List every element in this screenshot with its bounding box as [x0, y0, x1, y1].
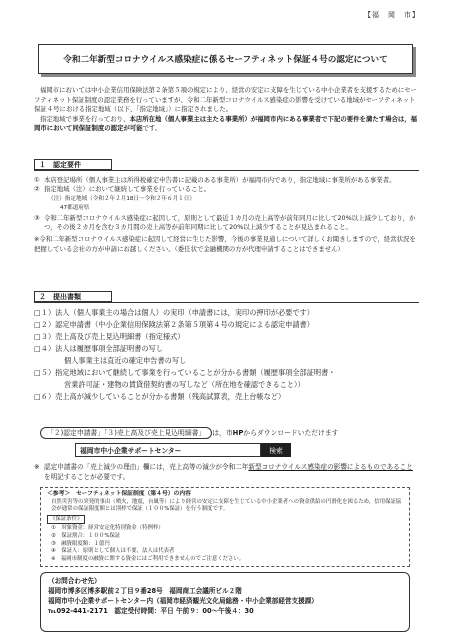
contact-office: 福岡市中小企業サポートセンター内（福岡市経済観光文化局総務・中小企業部経営支援課） [48, 597, 318, 605]
requirement-sub-note: 47都道府県 [60, 205, 90, 212]
search-input[interactable]: 福岡市中小企業サポートセンター [75, 443, 261, 457]
documents-list [34, 307, 424, 403]
document-item-continued: 個人事業主は直近の確定申告書の写し [64, 356, 187, 365]
intro-paragraph-2 [34, 115, 419, 134]
page-title-text: 令和二年新型コロナウイルス感染症に係るセーフティネット保証４号の認定について [63, 55, 388, 65]
search-box [75, 443, 291, 457]
requirement-item [34, 214, 419, 233]
reference-box [40, 487, 410, 567]
document-item: □２）認定申請書（中小企業信用保険法第２条第５項第４号の規定による認定申請書） [34, 320, 314, 329]
reason-note-part: を明記することが必要です。 [44, 473, 130, 481]
contact-box [40, 572, 410, 632]
document-item: □６）売上高が減少していることが分かる書類（残高試算表，売上台帳など） [34, 392, 286, 401]
download-hp-link[interactable]: HP [232, 429, 244, 437]
intro-paragraph-2-plain: 指定地域で事業を行っており、 [40, 114, 130, 123]
reference-body: 自然災害等の突発的事由（噴火，地震，台風等）により経営の安定に支障を生じている中小企業者への資金供給の円滑化を図るため，信用保証協会が通常の保証限度額とは別枠で保証（１００%保証）を行う制度です。 [51, 498, 402, 513]
intro-paragraph-2-end: です。 [142, 124, 162, 133]
contact-title: （お問合わせ先） [48, 577, 101, 585]
reference-conditions-label: 《保証条件》 [47, 515, 85, 525]
reference-condition: ① 対象資金：経営安定化特別資金（特例枠） [51, 525, 164, 532]
reference-title: ＜参考＞ セーフティネット保証制度（第４号）の内容 [47, 491, 191, 497]
section-1-heading [34, 159, 112, 170]
reason-note-underlined: 新型コロナウイルス感染症 [248, 463, 328, 471]
requirement-note [34, 235, 419, 254]
requirement-note-text: ※令和二年新型コロナウイルス感染症に起因して経営に生じた影響，今後の事業見通しについて詳しくお聞きしますので，経営状況を把握している会社の方が申請にお越しください。（委任状で金融機関の方が代理申請することはできません） [34, 235, 416, 253]
contact-address: 福岡市博多区博多駅前２丁目９番28号 福岡商工会議所ビル２階 [48, 587, 242, 595]
requirement-text: 本店登記場所（個人事業主は所得税確定申告書に記載のある事業所）が福岡市内であり，指定地域に事業所がある事業者。 [44, 176, 396, 184]
requirement-sub-note: （注）指定地域（令和２年２月18日～令和２年６月１日） [48, 195, 195, 202]
document-item: □４）法人は履歴事項全部証明書の写し [34, 344, 163, 353]
reason-note-text [44, 462, 419, 482]
reason-note-underlined: の影響によるものであること [327, 463, 413, 471]
download-text-end: からダウンロードいただけます [243, 429, 339, 437]
section-2-label: ２ 提出書類 [39, 292, 81, 301]
intro-paragraph-1: 福岡市においては中小企業信用保険法第２条第５項の規定により、経営の安定に支障を生じている中小企業者を支援するためにセーフティネット保証制度の認定業務を行っていますが、令和二年新型コロナウイルス感染症の影響を受けている地域がセーフティネット保証４号における指定地域（以下、「指定地域」）に指定されました。 [34, 86, 417, 114]
requirement-mark: ③ [34, 213, 40, 222]
document-item: □１）法人（個人事業主の場合は個人）の実印（申請書には，実印の押印が必要です） [34, 308, 314, 317]
document-item-continued: 営業許可証・建物の賃貸借契約書の写しなど（所在地を確認できること）） [64, 380, 305, 389]
reference-condition: ④ 保証人：原則として個人は不要，法人は代表者 [51, 548, 175, 555]
reference-condition: ※ 福岡市制度の融資に関する資金にはご利用できませんのでご注意ください。 [51, 555, 245, 562]
requirement-mark: ② [34, 185, 40, 194]
download-text-mid: は，市 [212, 429, 233, 437]
contact-phone-hours: ℡092-441-2171 認定受付時間：平日 午前９：00～午後４：30 [48, 607, 254, 615]
reference-condition: ② 保証割合：１００%保証 [51, 532, 121, 539]
requirement-item [34, 185, 419, 194]
city-tag: 【福 岡 市】 [364, 11, 420, 19]
document-item: □５）指定地域において継続して事業を行っていることが分かる書類（履歴事項全部証明書・ [34, 368, 336, 377]
requirement-mark: ① [34, 176, 40, 184]
page-title [38, 44, 413, 74]
section-1-label: １ 認定要件 [39, 160, 81, 169]
reason-note-mark: ※ [34, 463, 40, 471]
section-1-divider [34, 170, 419, 171]
section-2-heading [34, 291, 112, 302]
download-forms-label: 「２)認定申請書」「３)売上高及び売上見込明細書」 [40, 427, 212, 439]
document-item: □３）売上高及び売上見込明細書（指定様式） [34, 332, 185, 341]
reason-note-part: 認定申請書の「売上減少の理由」欄には，売上高等の減少が令和二年 [44, 463, 249, 471]
requirement-text: 指定地域（注）において継続して事業を行っていること。 [44, 185, 211, 194]
section-2-divider [34, 302, 419, 303]
reference-condition: ③ 融資限度額：１億円 [51, 540, 110, 547]
requirement-item [34, 176, 419, 185]
intro-paragraph-2-bold: 本店所在地（個人事業主は主たる事業所）が福岡市内にある事業者で下記の要件を満たす場合は，福岡市において同保証制度の認定が可能 [34, 114, 418, 133]
intro-section [34, 86, 419, 134]
requirement-text: 令和二年新型コロナウイルス感染症に起因して，原則として最近１カ月の売上高等が前年同月に比して20%以上減少しており，かつ，その後２カ月を含む３カ月間の売上高等が前年同期に比して20%以上減少することが見込まれること。 [44, 213, 416, 232]
download-notice [40, 427, 420, 437]
requirements-list [34, 176, 419, 254]
reason-note [34, 462, 419, 482]
search-button[interactable]: 検索 [261, 443, 291, 457]
